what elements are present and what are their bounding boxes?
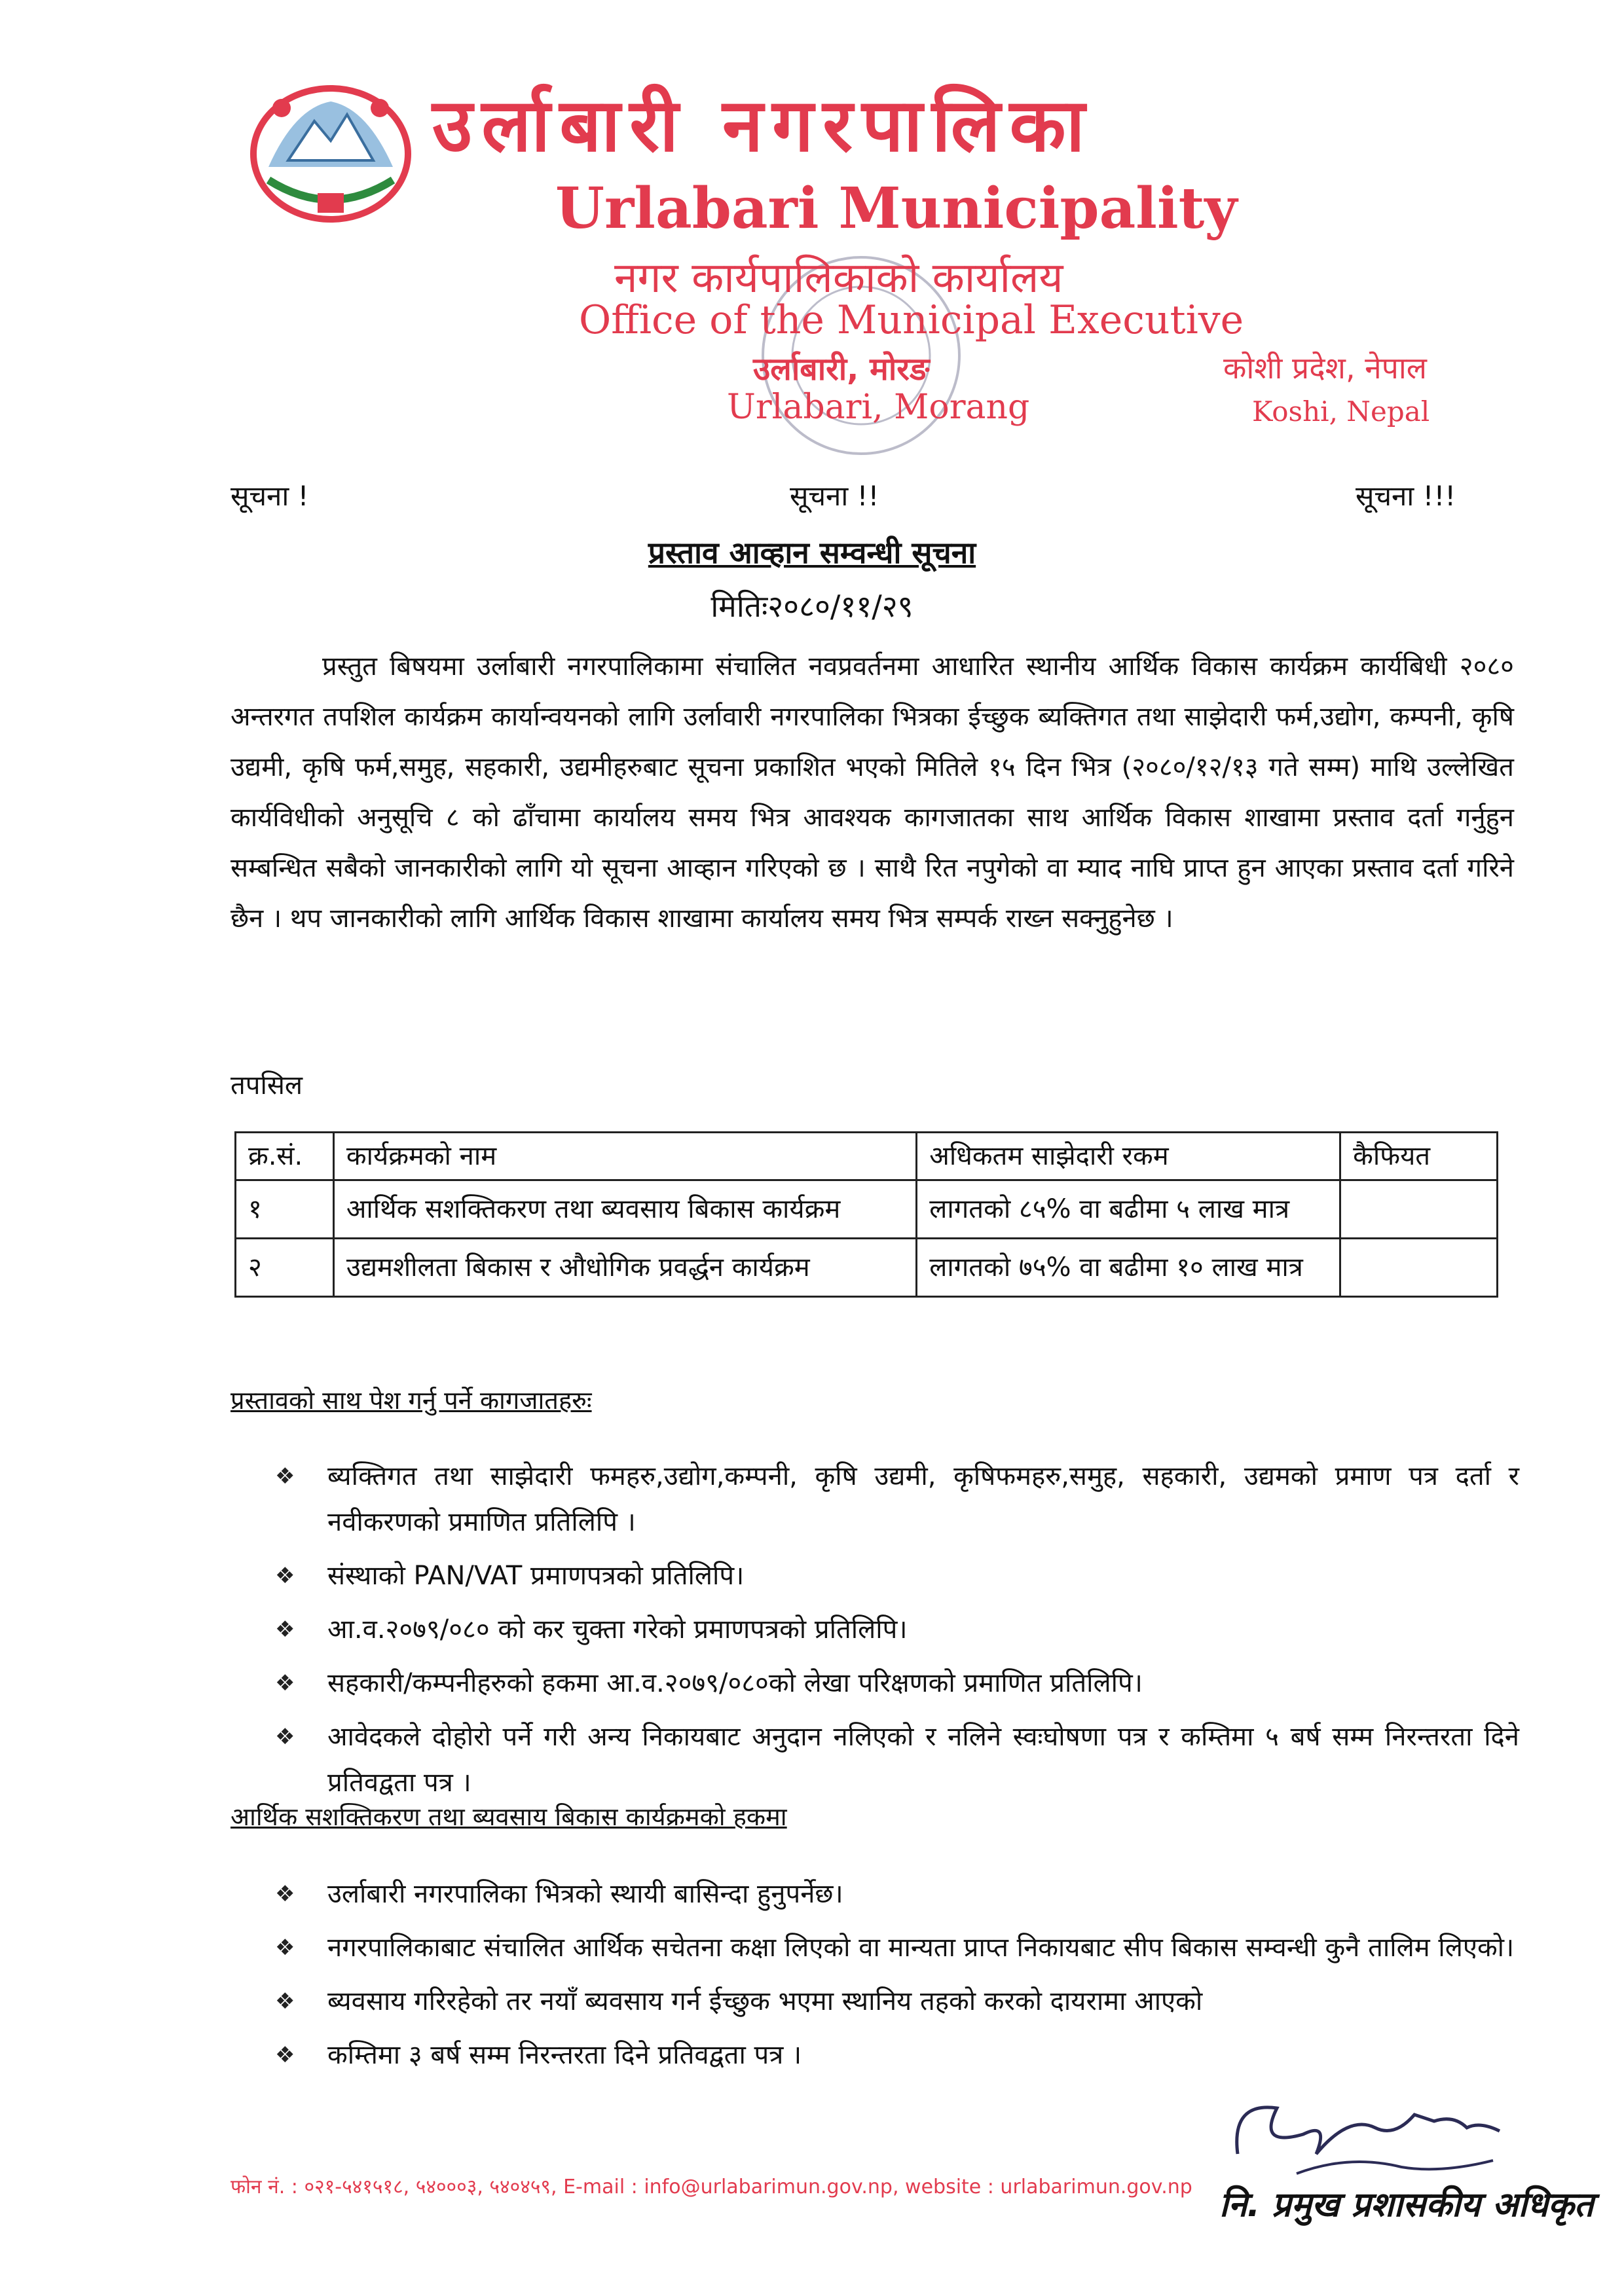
diamond-bullet-icon: ❖ (275, 1881, 295, 1907)
eligibility-list (275, 1871, 1519, 2086)
row-remarks (1340, 1239, 1498, 1297)
province-en: Koshi, Nepal (1252, 395, 1430, 428)
documents-section-title: प्रस्तावको साथ पेश गर्नु पर्ने कागजातहरुः (231, 1386, 592, 1415)
address-en: Urlabari, Morang (727, 388, 1030, 427)
list-item: ❖ कम्तिमा ३ बर्ष सम्म निरन्तरता दिने प्रतिवद्वता पत्र । (275, 2032, 1519, 2078)
column-header-amount: अधिकतम साझेदारी रकम (917, 1133, 1340, 1180)
contact-footer: फोन नं. : ०२१-५४१५१८, ५४०००३, ५४०४५९, E-mail : info@urlabarimun.gov.np, website : urlabarimun.gov.np (231, 2176, 1192, 2198)
row-remarks (1340, 1180, 1498, 1239)
list-item: ❖ सहकारी/कम्पनीहरुको हकमा आ.व.२०७९/०८०को लेखा परिक्षणको प्रमाणित प्रतिलिपि। (275, 1660, 1519, 1706)
office-name-en: Office of the Municipal Executive (579, 297, 1244, 343)
diamond-bullet-icon: ❖ (275, 1463, 295, 1489)
column-header-program: कार्यक्रमको नाम (333, 1133, 916, 1180)
signature-icon (1218, 2075, 1532, 2193)
diamond-bullet-icon: ❖ (275, 2042, 295, 2068)
list-item: ❖ उर्लाबारी नगरपालिका भित्रको स्थायी बासिन्दा हुनुपर्नेछ। (275, 1871, 1519, 1917)
table-header-row (236, 1133, 1498, 1180)
notice-label: सूचना ! (231, 480, 309, 512)
notice-date: मितिः२०८०/११/२९ (710, 589, 913, 624)
row-program-name: आर्थिक सशक्तिकरण तथा ब्यवसाय बिकास कार्यक्रम (333, 1180, 916, 1239)
notice-label: सूचना !! (790, 480, 879, 512)
municipality-name-en: Urlabari Municipality (555, 175, 1238, 242)
notice-label: सूचना !!! (1356, 480, 1456, 512)
office-name-np: नगर कार्यपालिकाको कार्यालय (614, 254, 1063, 302)
documents-list (275, 1453, 1519, 1813)
diamond-bullet-icon: ❖ (275, 1563, 295, 1589)
diamond-bullet-icon: ❖ (275, 1935, 295, 1961)
address-np: उर्लाबारी, मोरङ (753, 351, 930, 388)
list-item: ❖ संस्थाको PAN/VAT प्रमाणपत्रको प्रतिलिपि। (275, 1553, 1519, 1599)
list-item: ❖ ब्यक्तिगत तथा साझेदारी फमहरु,उद्योग,कम्पनी, कृषि उद्यमी, कृषिफमहरु,समुह, सहकारी, उद्यमको प्रमाण पत्र दर्ता र नवीकरणको प्रमाणित प्रतिलिपि । (275, 1453, 1519, 1545)
table-row (236, 1180, 1498, 1239)
municipality-name-np: उर्लाबारी नगरपालिका (432, 83, 1094, 168)
eligibility-section-title: आर्थिक सशक्तिकरण तथा ब्यवसाय बिकास कार्यक्रमको हकमा (231, 1802, 787, 1831)
row-amount: लागतको ७५% वा बढीमा १० लाख मात्र (917, 1239, 1340, 1297)
column-header-sn: क्र.सं. (236, 1133, 334, 1180)
diamond-bullet-icon: ❖ (275, 1670, 295, 1696)
row-sn: १ (236, 1180, 334, 1239)
table-row (236, 1239, 1498, 1297)
row-program-name: उद्यमशीलता बिकास र औधोगिक प्रवर्द्धन कार्यक्रम (333, 1239, 916, 1297)
list-item: ❖ ब्यवसाय गरिरहेको तर नयाँ ब्यवसाय गर्न ईच्छुक भएमा स्थानिय तहको करको दायरामा आएको (275, 1978, 1519, 2024)
notice-heading: प्रस्ताव आव्हान सम्वन्धी सूचना (648, 535, 976, 570)
row-amount: लागतको ८५% वा बढीमा ५ लाख मात्र (917, 1180, 1340, 1239)
list-item: ❖ आवेदकले दोहोरो पर्ने गरी अन्य निकायबाट अनुदान नलिएको र नलिने स्वःघोषणा पत्र र कम्तिमा ५ बर्ष सम्म निरन्तरता दिने प्रतिवद्वता पत्र । (275, 1714, 1519, 1806)
column-header-remarks: कैफियत (1340, 1133, 1498, 1180)
signer-title: नि. प्रमुख प्रशासकीय अधिकृत (1219, 2185, 1594, 2225)
province-np: कोशी प्रदेश, नेपाल (1223, 350, 1427, 386)
nepal-emblem-icon (242, 69, 419, 232)
notice-body: प्रस्तुत बिषयमा उर्लाबारी नगरपालिकामा संचालित नवप्रवर्तनमा आधारित स्थानीय आर्थिक विकास कार्यक्रम कार्यबिधी २०८० अन्तरगत तपशिल कार्यक्रम कार्यान्वयनको लागि उर्लावारी नगरपालिका भित्रका ईच्छुक ब्यक्तिगत तथा साझेदारी फर्म,उद्योग, कम्पनी, कृषि उद्यमी, कृषि फर्म,समुह, सहकारी, उद्यमीहरुबाट सूचना प्रकाशित भएको मितिले १५ दिन भित्र (२०८०/१२/१३ गते सम्म) माथि उल्लेखित कार्यविधीको अनुसूचि ८ को ढाँचामा कार्यालय समय भित्र आवश्यक कागजातका साथ आर्थिक विकास शाखामा प्रस्ताव दर्ता गर्नुहुन सम्बन्धित सबैको जानकारीको लागि यो सूचना आव्हान गरिएको छ । साथै रित नपुगेको वा म्याद नाघि प्राप्त हुन आएका प्रस्ताव दर्ता गरिने छैन । थप जानकारीको लागि आर्थिक विकास शाखामा कार्यालय समय भित्र सम्पर्क राख्न सक्नुहुनेछ । (231, 651, 1514, 934)
diamond-bullet-icon: ❖ (275, 1616, 295, 1643)
diamond-bullet-icon: ❖ (275, 1988, 295, 2014)
list-item: ❖ आ.व.२०७९/०८० को कर चुक्ता गरेको प्रमाणपत्रको प्रतिलिपि। (275, 1607, 1519, 1652)
programs-table (234, 1131, 1498, 1298)
list-item: ❖ नगरपालिकाबाट संचालित आर्थिक सचेतना कक्षा लिएको वा मान्यता प्राप्त निकायबाट सीप बिकास सम्वन्धी कुनै तालिम लिएको। (275, 1925, 1519, 1971)
row-sn: २ (236, 1239, 334, 1297)
diamond-bullet-icon: ❖ (275, 1724, 295, 1750)
details-label: तपसिल (231, 1070, 303, 1101)
